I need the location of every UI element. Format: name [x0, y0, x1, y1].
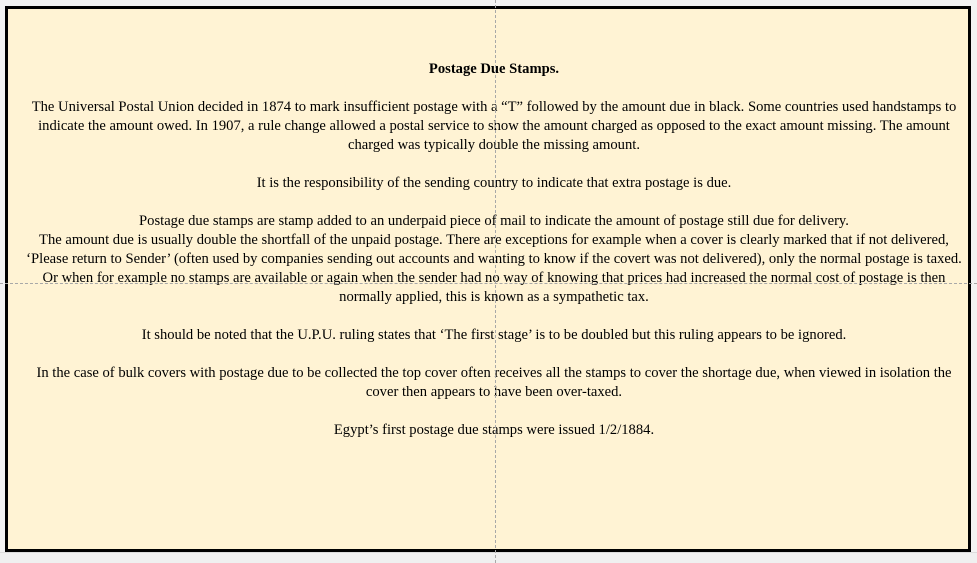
paragraph-upu-ruling: It should be noted that the U.P.U. ruling states that ‘The first stage’ is to be doubled but this ruling appears to be ignored. — [141, 327, 847, 343]
paragraph-sender-responsibility: It is the responsibility of the sending country to indicate that extra postage is due. — [256, 175, 732, 191]
paragraph-amount-due: The amount due is usually double the shortfall of the unpaid postage. There are exceptions for example when a cover is clearly marked that if not delivered, ‘Please return to Sender’ (often used by companies sending out accounts and wanting to know if the covert was not delivered), only the normal postage is taxed. Or when for example no stamps are available or again when the sender had no way of knowing that prices had increased the normal cost of postage is then normally applied, this is known as a sympathetic tax. — [26, 232, 962, 305]
page-frame — [5, 6, 971, 552]
document-title: Postage Due Stamps. — [428, 61, 560, 77]
paragraph-definition: Postage due stamps are stamp added to an underpaid piece of mail to indicate the amount of postage still due for delivery. — [139, 213, 849, 229]
paragraph-bulk-covers: In the case of bulk covers with postage due to be collected the top cover often receives all the stamps to cover the shortage due, when viewed in isolation the cover then appears to have been over-taxed. — [36, 365, 952, 400]
paragraph-upu-history: The Universal Postal Union decided in 1874 to mark insufficient postage with a “T” followed by the amount due in black. Some countries used handstamps to indicate the amount owed. In 1907, a rule change allowed a postal service to show the amount charged as opposed to the exact amount missing. The amount charged was typically double the missing amount. — [31, 99, 957, 153]
paragraph-egypt-first-issue: Egypt’s first postage due stamps were issued 1/2/1884. — [333, 422, 655, 438]
horizontal-center-guide — [0, 283, 977, 284]
document-body — [22, 60, 966, 459]
bottom-scroll-area[interactable] — [0, 552, 977, 563]
vertical-center-guide — [495, 0, 496, 563]
